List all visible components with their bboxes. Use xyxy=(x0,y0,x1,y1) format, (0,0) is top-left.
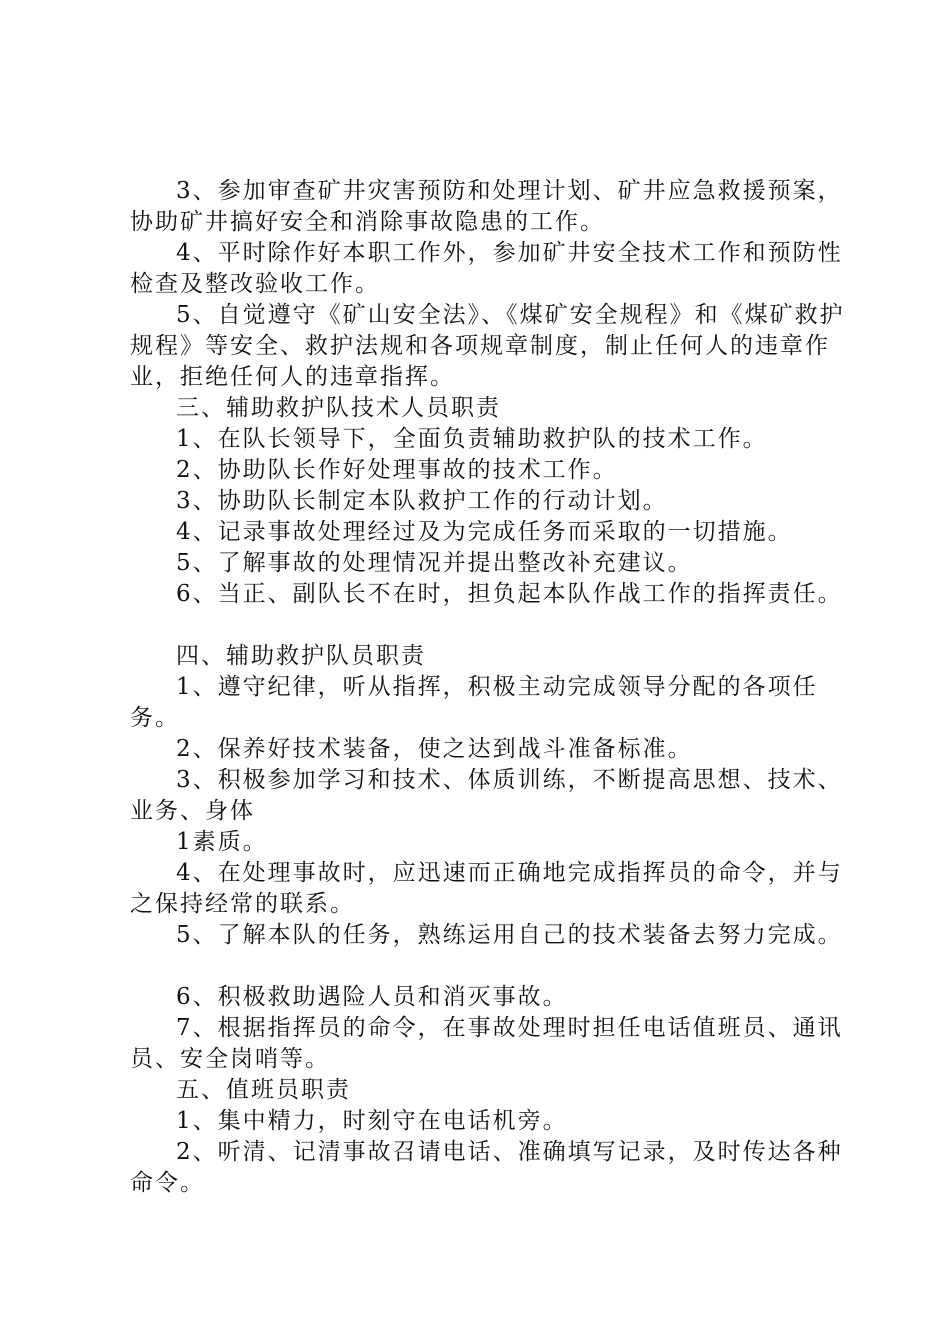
section-heading-technical-staff: 三、辅助救护队技术人员职责 xyxy=(176,395,501,421)
paragraph-duty-2: 2、听清、记清事故召请电话、准确填写记录，及时传达各种命令。 xyxy=(130,1139,843,1196)
paragraph-member-4: 4、在处理事故时，应迅速而正确地完成指挥员的命令，并与之保持经常的联系。 xyxy=(130,860,843,917)
paragraph-tech-4: 4、记录事故处理经过及为完成任务而采取的一切措施。 xyxy=(176,519,793,545)
paragraph-member-2: 2、保养好技术装备，使之达到战斗准备标准。 xyxy=(176,736,693,762)
paragraph-tech-5: 5、了解事故的处理情况并提出整改补充建议。 xyxy=(176,550,693,576)
paragraph-member-1: 1、遵守纪律，听从指挥，积极主动完成领导分配的各项任务。 xyxy=(130,674,818,731)
document-body xyxy=(130,176,850,1199)
paragraph-member-6: 6、积极救助遇险人员和消灭事故。 xyxy=(176,984,568,1010)
paragraph-tech-2: 2、协助队长作好处理事故的技术工作。 xyxy=(176,457,618,483)
paragraph-4-daily-work: 4、平时除作好本职工作外，参加矿井安全技术工作和预防性检查及整改验收工作。 xyxy=(130,240,843,297)
paragraph-duty-1: 1、集中精力，时刻守在电话机旁。 xyxy=(176,1108,568,1134)
section-heading-duty-officer: 五、值班员职责 xyxy=(176,1077,351,1103)
paragraph-member-3-cont: 1素质。 xyxy=(176,829,268,855)
blank-line xyxy=(130,951,850,982)
section-heading-team-members: 四、辅助救护队员职责 xyxy=(176,643,426,669)
paragraph-tech-1: 1、在队长领导下，全面负责辅助救护队的技术工作。 xyxy=(176,426,768,452)
paragraph-tech-3: 3、协助队长制定本队救护工作的行动计划。 xyxy=(176,488,668,514)
paragraph-5-obey-regulations: 5、自觉遵守《矿山安全法》、《煤矿安全规程》和《煤矿救护规程》等安全、救护法规和各项规章制度，制止任何人的违章作业，拒绝任何人的违章指挥。 xyxy=(130,302,845,390)
paragraph-member-3: 3、积极参加学习和技术、体质训练，不断提高思想、技术、业务、身体 xyxy=(130,767,843,824)
paragraph-member-5: 5、了解本队的任务，熟练运用自己的技术装备去努力完成。 xyxy=(176,922,843,948)
paragraph-3-review-plans: 3、参加审查矿井灾害预防和处理计划、矿井应急救援预案，协助矿井搞好安全和消除事故隐患的工作。 xyxy=(130,178,843,235)
blank-line xyxy=(130,610,850,641)
paragraph-member-7: 7、根据指挥员的命令，在事故处理时担任电话值班员、通讯员、安全岗哨等。 xyxy=(130,1015,843,1072)
paragraph-tech-6: 6、当正、副队长不在时，担负起本队作战工作的指挥责任。 xyxy=(176,581,843,607)
